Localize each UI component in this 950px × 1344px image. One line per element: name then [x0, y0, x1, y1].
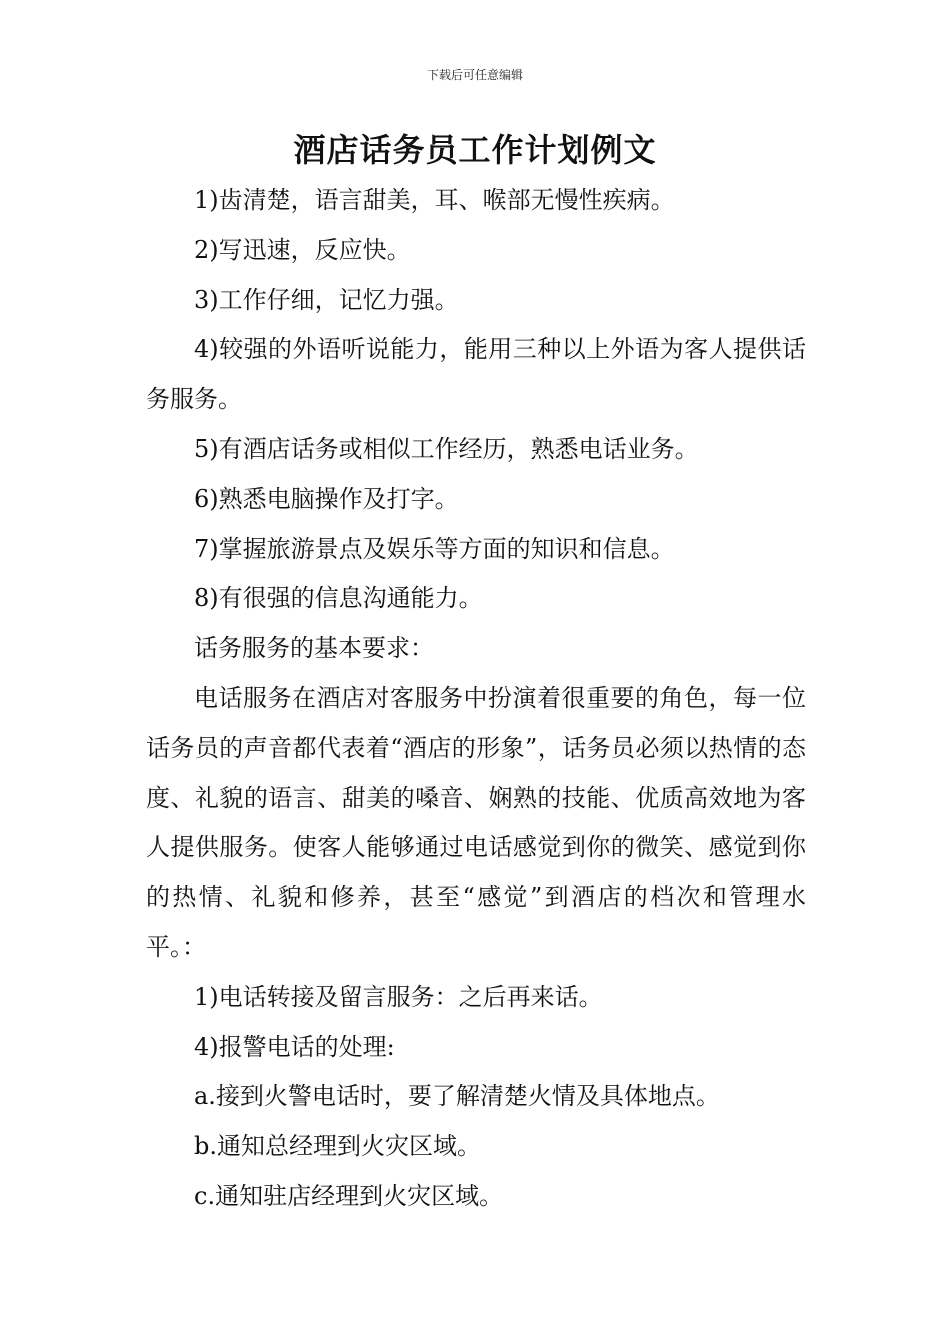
paragraph: 5)有酒店话务或相似工作经历，熟悉电话业务。: [194, 434, 699, 463]
paragraph: 6)熟悉电脑操作及打字。: [194, 484, 459, 513]
paragraph: 电话服务在酒店对客服务中扮演着很重要的角色，每一位话务员的声音都代表着“酒店的形象”，话务员必须以热情的态度、礼貌的语言、甜美的嗓音、娴熟的技能、优质高效地为客人提供服务。使客人能够通过电话感觉到你的微笑、感觉到你的热情、礼貌和修养，甚至“感觉”到酒店的档次和管理水平。：: [146, 683, 806, 961]
paragraph: c.通知驻店经理到火灾区域。: [194, 1181, 504, 1210]
paragraph: 1)齿清楚，语言甜美，耳、喉部无慢性疾病。: [194, 186, 675, 214]
paragraph: 8)有很强的信息沟通能力。: [194, 584, 483, 613]
paragraph: 7)掌握旅游景点及娱乐等方面的知识和信息。: [194, 534, 675, 563]
paragraph: 2)写迅速，反应快。: [194, 235, 411, 264]
paragraph: a.接到火警电话时，要了解清楚火情及具体地点。: [194, 1082, 720, 1111]
paragraph: 4)较强的外语听说能力，能用三种以上外语为客人提供话务服务。: [146, 335, 806, 414]
paragraph: 3)工作仔细，记忆力强。: [194, 285, 459, 314]
document-body: [146, 176, 806, 1222]
paragraph: 话务服务的基本要求：: [194, 634, 434, 663]
document-title: 酒店话务员工作计划例文: [293, 131, 657, 169]
paragraph: 4)报警电话的处理:: [194, 1032, 395, 1061]
page-header-note: 下载后可任意编辑: [426, 68, 523, 82]
paragraph: 1)电话转接及留言服务：之后再来话。: [194, 982, 603, 1011]
paragraph: b.通知总经理到火灾区域。: [194, 1132, 481, 1161]
